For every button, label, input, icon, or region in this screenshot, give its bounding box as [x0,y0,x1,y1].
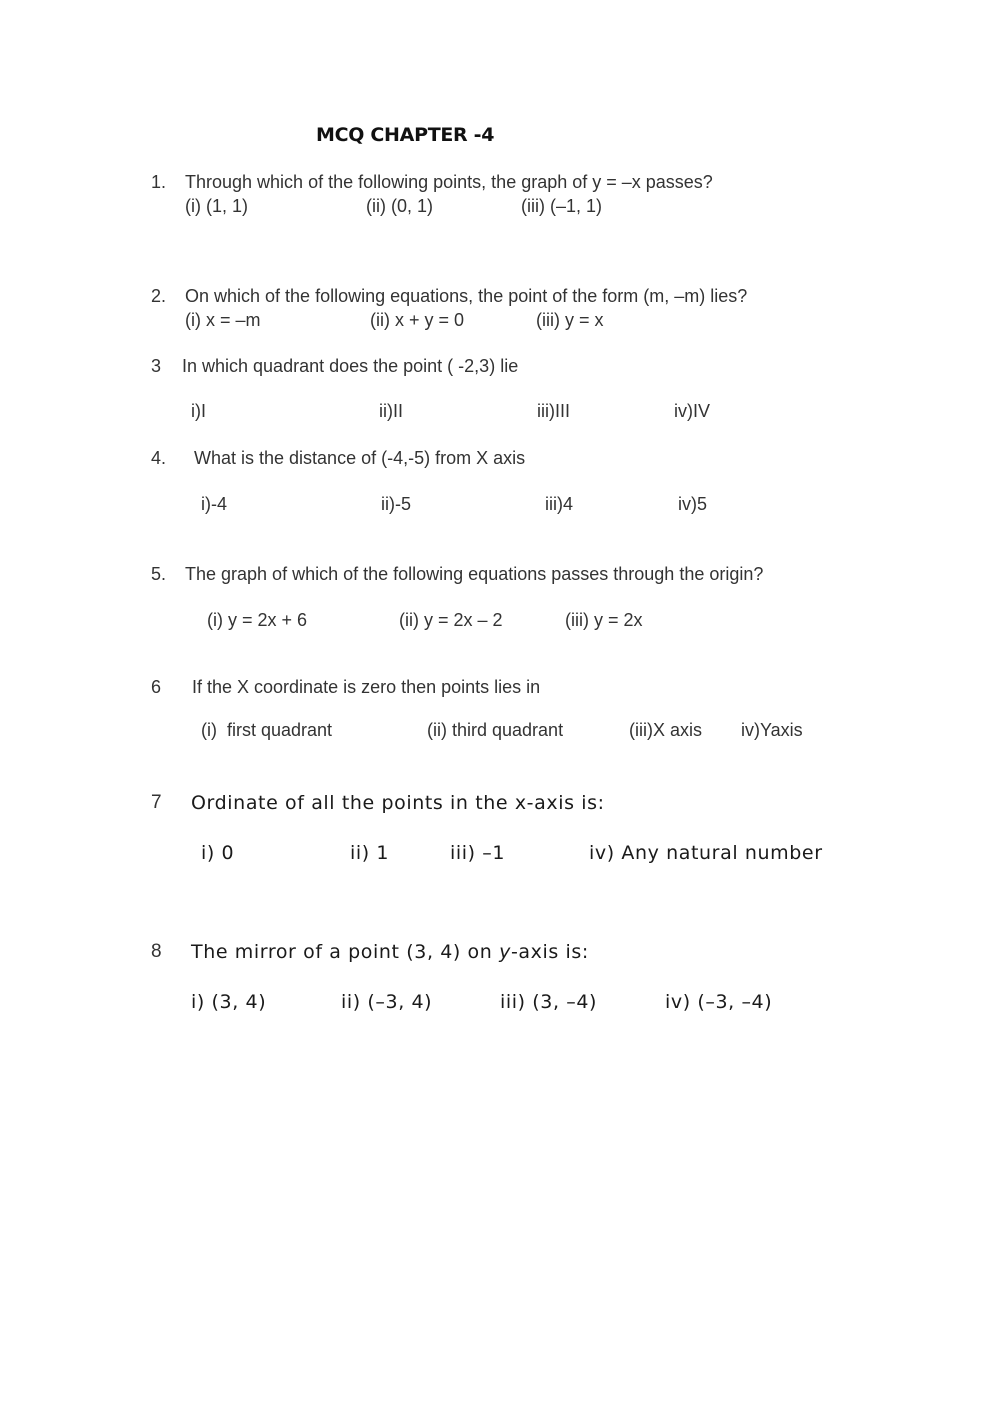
option-iii: (iii) (–1, 1) [521,196,603,216]
option-i: (i) y = 2x + 6 [207,610,308,630]
page-title: MCQ CHAPTER -4 [316,124,495,146]
option-iv: iv)IV [674,401,710,421]
question-text: The mirror of a point (3, 4) on y-axis is: [191,941,589,963]
question-text: What is the distance of (-4,-5) from X axis [194,448,526,468]
option-iii: iii) (3, –4) [500,991,598,1013]
question-number: 3 [151,356,162,376]
question-number: 5. [151,564,167,584]
option-ii: ii) (–3, 4) [341,991,433,1013]
option-iii: (iii)X axis [629,720,703,740]
question-number: 7 [151,792,162,813]
option-iv: iv)Yaxis [741,720,803,740]
option-ii: (ii) third quadrant [427,720,564,740]
question-text: In which quadrant does the point ( -2,3) lie [182,356,519,376]
option-iii: (iii) y = x [536,310,604,330]
question-text: Ordinate of all the points in the x-axis is: [191,792,605,814]
question-number: 1. [151,172,167,192]
option-i: (i) x = –m [185,310,261,330]
option-iv: iv) (–3, –4) [665,991,773,1013]
option-ii: (ii) y = 2x – 2 [399,610,503,630]
option-i: (i) (1, 1) [185,196,248,216]
option-ii: (ii) (0, 1) [366,196,433,216]
option-iii: iii) –1 [450,842,506,864]
option-iii: iii)4 [545,494,574,514]
question-number: 8 [151,941,162,962]
question-number: 2. [151,286,167,306]
question-number: 4. [151,448,167,468]
option-ii: ii)II [379,401,403,421]
question-text: The graph of which of the following equations passes through the origin? [185,564,764,584]
option-ii: ii) 1 [350,842,390,864]
option-i: i)I [191,401,206,421]
option-iv: iv)5 [678,494,708,514]
option-i: (i) first quadrant [201,720,333,740]
option-iv: iv) Any natural number [589,842,823,864]
question-text: On which of the following equations, the point of the form (m, –m) lies? [185,286,748,306]
option-i: i) 0 [201,842,235,864]
question-number: 6 [151,677,162,697]
option-iii: (iii) y = 2x [565,610,643,630]
question-text: If the X coordinate is zero then points lies in [192,677,541,697]
option-ii: ii)-5 [381,494,411,514]
option-ii: (ii) x + y = 0 [370,310,465,330]
question-text: Through which of the following points, the graph of y = –x passes? [185,172,713,192]
option-i: i) (3, 4) [191,991,267,1013]
option-i: i)-4 [201,494,227,514]
option-iii: iii)III [537,401,570,421]
